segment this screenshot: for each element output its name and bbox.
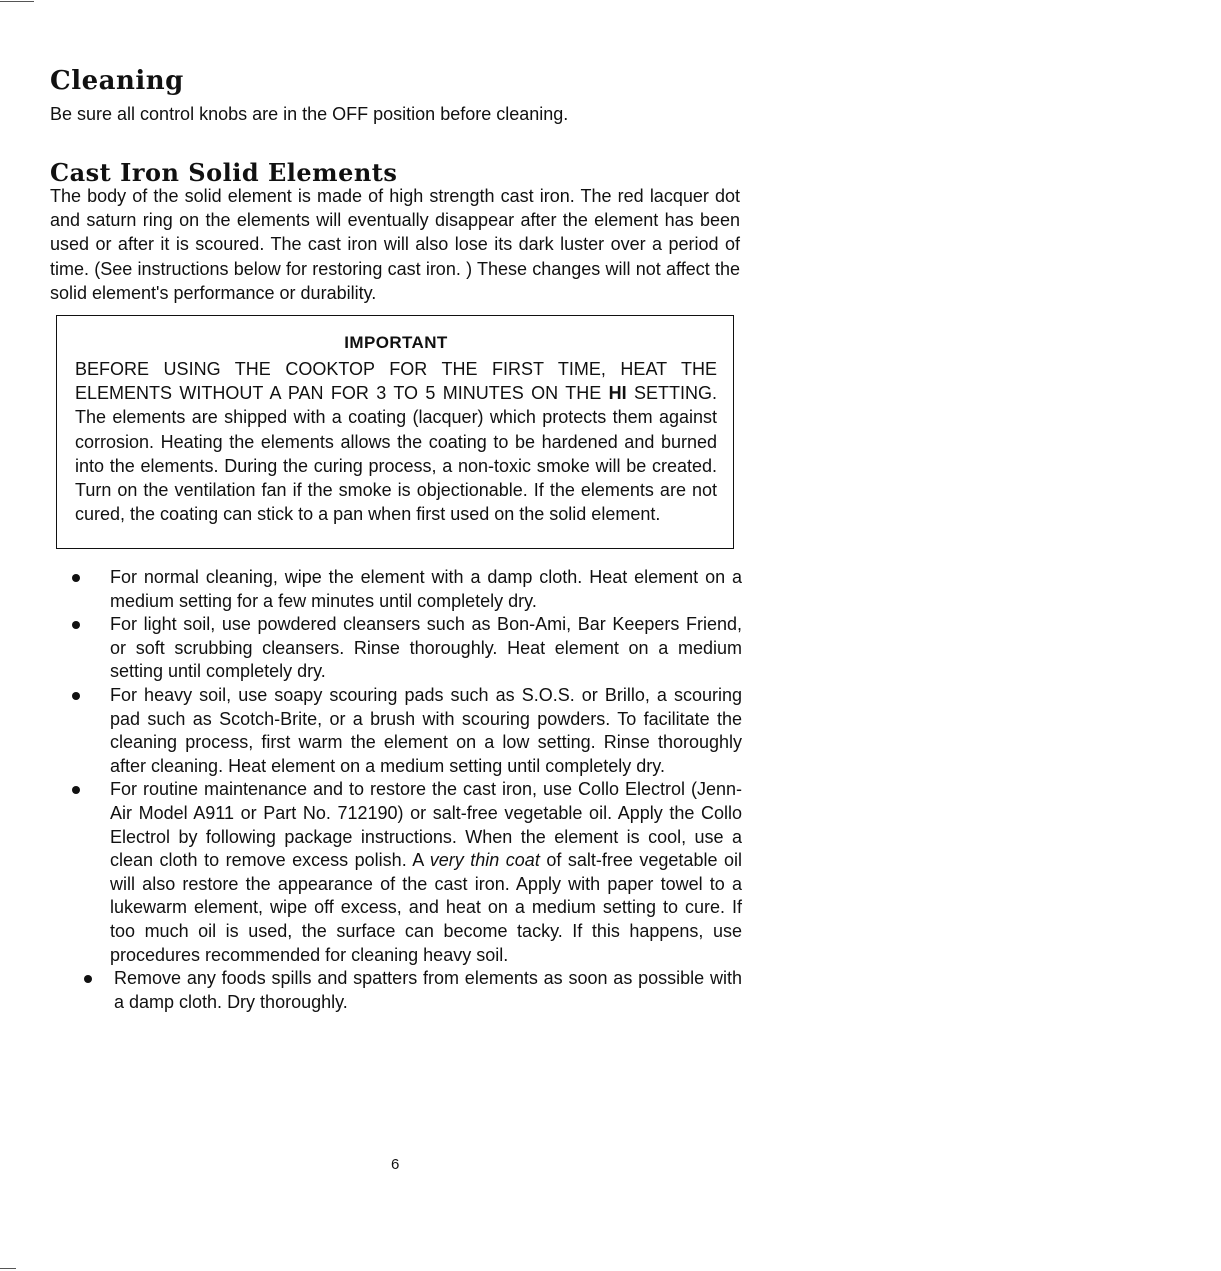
list-item <box>62 684 742 778</box>
intro-text: Be sure all control knobs are in the OFF position before cleaning. <box>50 104 569 124</box>
list-item-text <box>110 779 742 964</box>
list-item-text-before-italic: For routine maintenance and to restore the cast iron, use Collo Electrol (Jenn-Air Model A911 or Part No. 712190) or salt-free vegetable oil. Apply the Collo Electrol by following package instructions. When the element is cool, use a clean cloth to remove excess polish. A <box>110 779 742 871</box>
cleaning-instructions-list <box>62 566 742 1014</box>
list-item <box>62 967 742 1014</box>
important-text-before-hi: BEFORE USING THE COOKTOP FOR THE FIRST TIME, HEAT THE ELEMENTS WITHOUT A PAN FOR 3 TO 5 MINUTES ON THE <box>75 359 717 404</box>
list-item-text: For normal cleaning, wipe the element with a damp cloth. Heat element on a medium setting for a few minutes until completely dry. <box>110 567 742 611</box>
scan-mark-top <box>0 1 34 2</box>
list-item-text-after-italic: of salt-free vegetable oil will also restore the appearance of the cast iron. Apply with paper towel to a lukewarm element, wipe off excess, and heat on a medium setting to cure. If too much oil is used, the surface can become tacky. If this happens, use procedures recommended for cleaning heavy soil. <box>110 850 742 965</box>
cast-iron-paragraph: The body of the solid element is made of high strength cast iron. The red lacquer dot and saturn ring on the elements will eventually disappear after the element has been used or after it is scoured. The cast iron will also lose its dark luster over a period of time. (See instructions below for restoring cast iron. ) These changes will not affect the solid element's performance or durability. <box>50 186 740 303</box>
bullet-icon <box>72 692 80 700</box>
bullet-icon <box>72 786 80 794</box>
bullet-icon <box>72 621 80 629</box>
list-item-text: Remove any foods spills and spatters from elements as soon as possible with a damp cloth. Dry thoroughly. <box>114 968 742 1012</box>
scan-mark-bottom <box>0 1268 16 1269</box>
list-item <box>62 778 742 967</box>
heading-cast-iron: Cast Iron Solid Elements <box>50 158 398 187</box>
important-title: IMPORTANT <box>344 333 448 352</box>
heading-cleaning: Cleaning <box>50 66 184 96</box>
list-item-text: For heavy soil, use soapy scouring pads such as S.O.S. or Brillo, a scouring pad such as Scotch-Brite, or a brush with scouring powders. To facilitate the cleaning process, first warm the element on a low setting. Rinse thoroughly after cleaning. Heat element on a medium setting until completely dry. <box>110 684 742 776</box>
important-text <box>75 357 717 526</box>
bullet-icon <box>72 574 80 582</box>
page-number: 6 <box>391 1156 400 1173</box>
important-hi-setting: HI <box>608 383 627 404</box>
list-item-text: For light soil, use powdered cleansers such as Bon-Ami, Bar Keepers Friend, or soft scrubbing cleansers. Rinse thoroughly. Heat element on a medium setting until completely dry. <box>110 614 742 682</box>
list-item <box>62 613 742 684</box>
list-item-italic-text: very thin coat <box>429 850 540 871</box>
important-notice-box <box>56 315 734 549</box>
bullet-icon <box>84 975 92 983</box>
list-item <box>62 566 742 613</box>
important-text-after-hi: SETTING. The elements are shipped with a coating (lacquer) which protects them against corrosion. Heating the elements allows the coating to be hardened and burned into the elements. During the curing process, a non-toxic smoke will be created. Turn on the ventilation fan if the smoke is objectionable. If the elements are not cured, the coating can stick to a pan when first used on the solid element. <box>75 383 717 525</box>
